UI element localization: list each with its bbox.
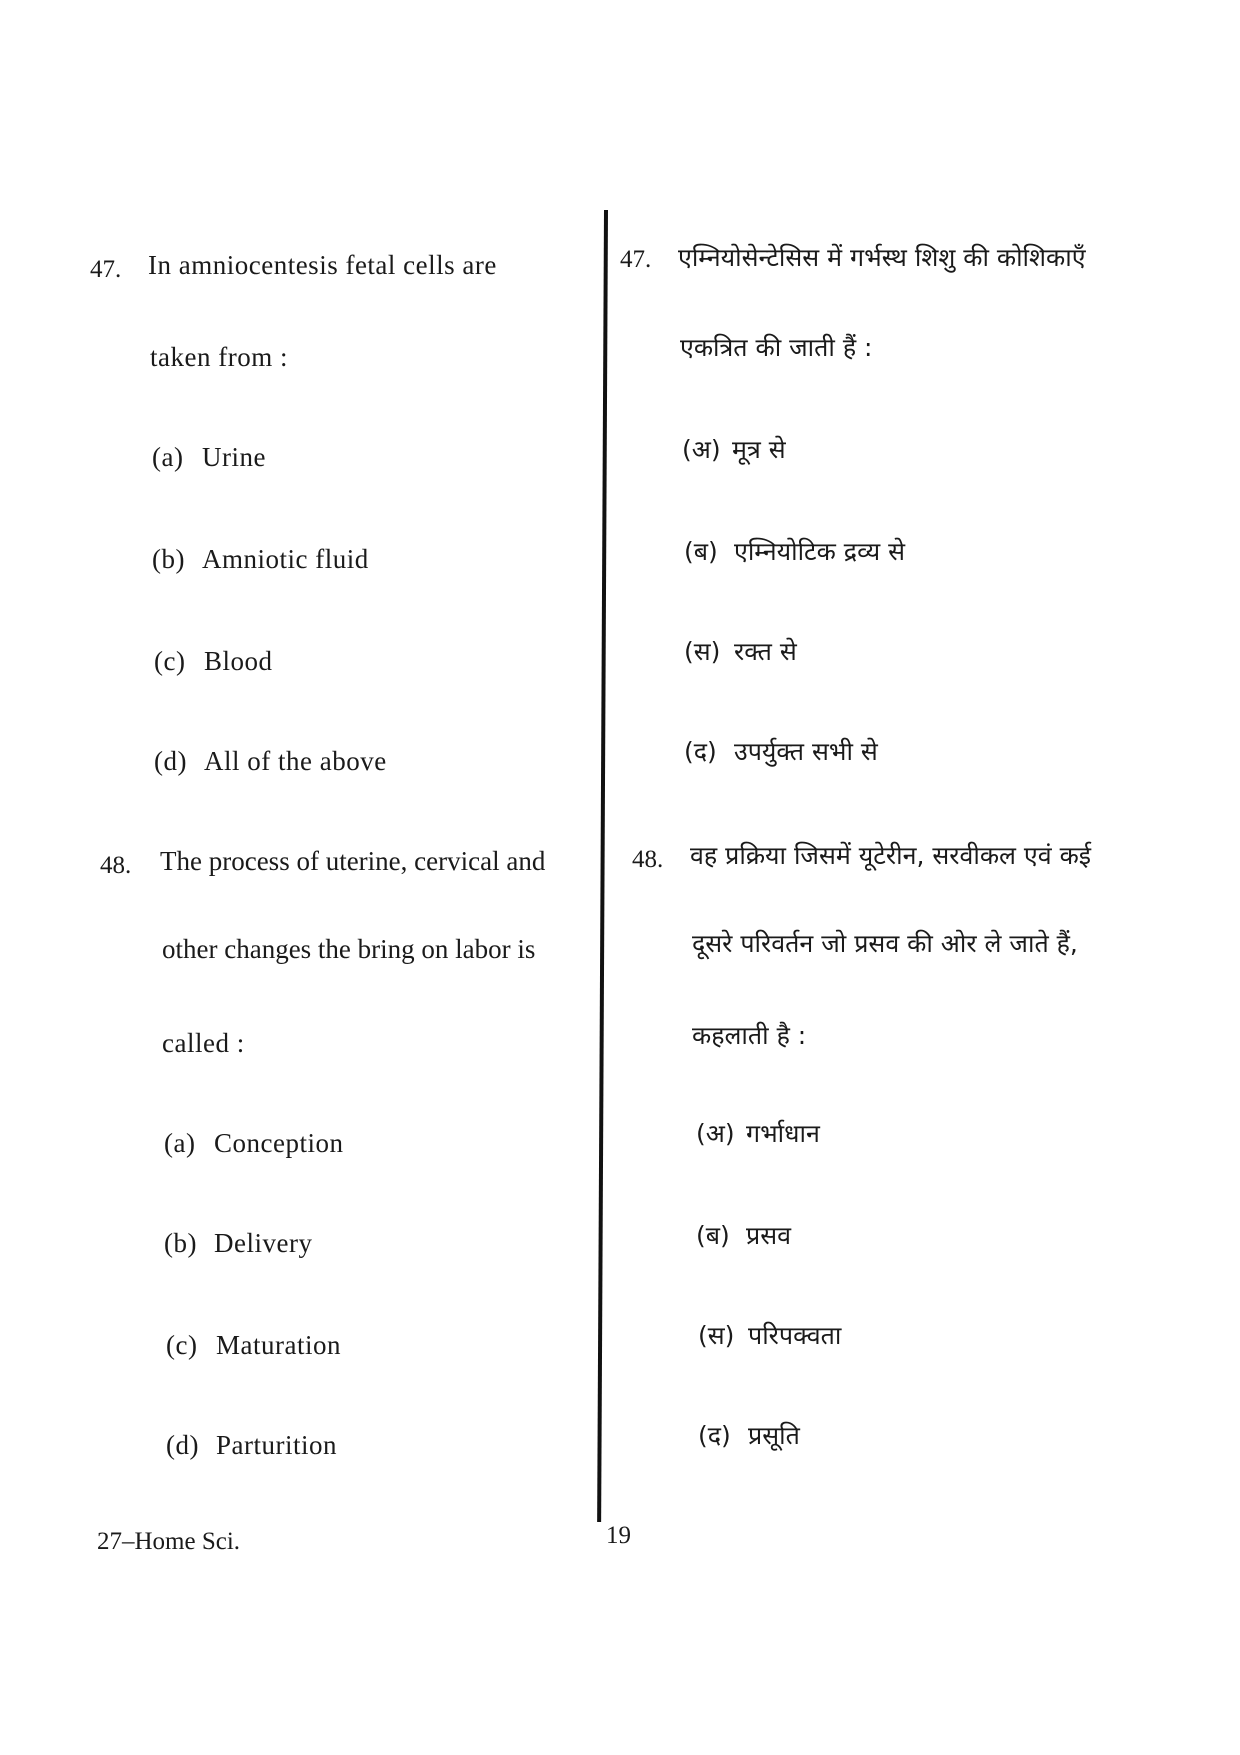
option-a: (a) Urine <box>152 442 266 472</box>
option-d: (d) All of the above <box>154 746 387 776</box>
option-c: (स) परिपक्वता <box>698 1321 842 1350</box>
question-number: 47. <box>90 256 122 283</box>
question-text: वह प्रक्रिया जिसमें यूटेरीन, सरवीकल एवं कई <box>690 841 1092 870</box>
option-c: (c) Maturation <box>166 1330 341 1360</box>
option-d: (द) उपर्युक्त सभी से <box>684 737 878 766</box>
question-text: called : <box>162 1028 245 1058</box>
question-text: एम्नियोसेन्टेसिस में गर्भस्थ शिशु की कोशिकाएँ <box>678 243 1086 272</box>
column-divider <box>597 210 608 1522</box>
option-d: (d) Parturition <box>166 1430 337 1460</box>
option-a: (अ) मूत्र से <box>682 435 786 464</box>
question-number: 48. <box>100 852 132 879</box>
page-number: 19 <box>606 1522 631 1549</box>
question-text: दूसरे परिवर्तन जो प्रसव की ओर ले जाते हैं, <box>692 929 1078 958</box>
question-text: एकत्रित की जाती हैं : <box>680 333 873 362</box>
question-text: other changes the bring on labor is <box>162 934 536 964</box>
booklet-code: 27–Home Sci. <box>97 1528 241 1555</box>
option-b: (b) Delivery <box>164 1228 313 1258</box>
question-text: taken from : <box>150 342 288 372</box>
question-text: The process of uterine, cervical and <box>160 846 546 876</box>
option-d: (द) प्रसूति <box>698 1421 800 1450</box>
option-b: (ब) एम्नियोटिक द्रव्य से <box>684 537 905 566</box>
question-number: 47. <box>620 246 652 273</box>
option-b: (ब) प्रसव <box>696 1221 792 1250</box>
option-a: (a) Conception <box>164 1128 344 1158</box>
option-a: (अ) गर्भाधान <box>696 1119 820 1148</box>
question-text: In amniocentesis fetal cells are <box>148 250 497 280</box>
option-c: (स) रक्त से <box>684 637 797 666</box>
question-text: कहलाती है : <box>692 1021 807 1050</box>
option-b: (b) Amniotic fluid <box>152 544 369 574</box>
option-c: (c) Blood <box>154 646 273 676</box>
question-number: 48. <box>632 846 664 873</box>
